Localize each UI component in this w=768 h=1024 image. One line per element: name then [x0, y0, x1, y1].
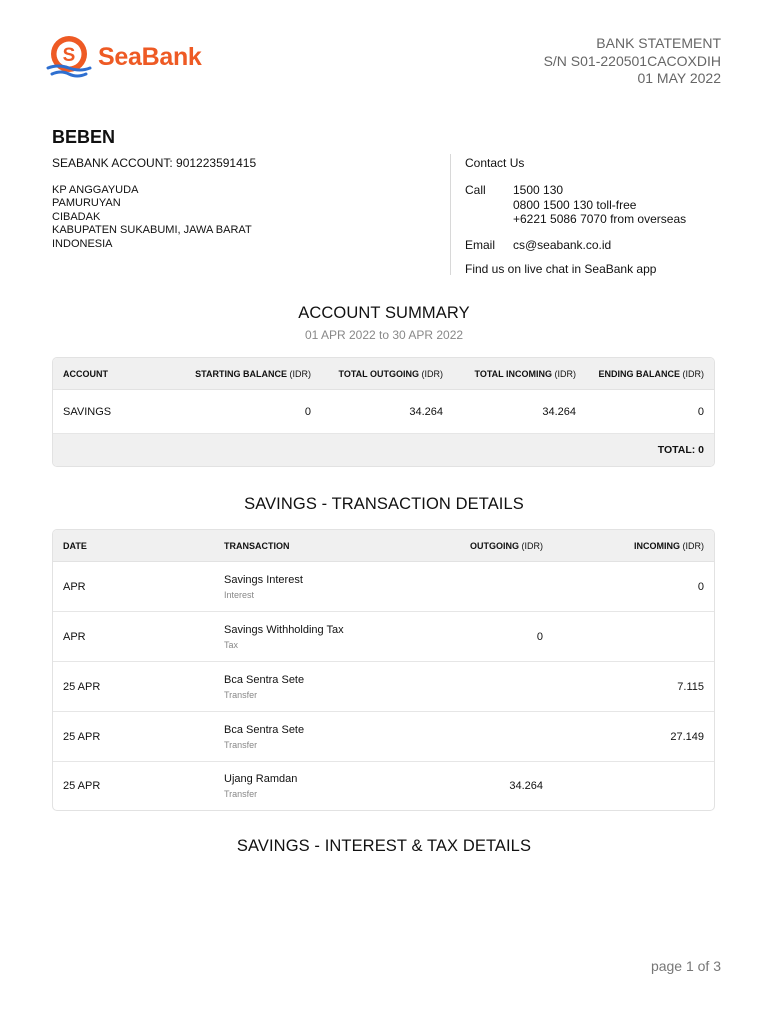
seabank-logo-icon	[46, 34, 92, 80]
summary-col-header: ENDING BALANCE (IDR)	[598, 368, 704, 379]
address-line: KABUPATEN SUKABUMI, JAWA BARAT	[52, 224, 252, 237]
tx-type: Transfer	[224, 689, 258, 700]
account-number-line: SEABANK ACCOUNT: 901223591415	[52, 156, 257, 170]
email-address[interactable]: cs@seabank.co.id	[513, 237, 612, 252]
tx-type: Transfer	[224, 739, 258, 750]
table-row	[53, 712, 714, 762]
ending-balance: 0	[697, 405, 704, 418]
starting-balance: 0	[304, 405, 311, 418]
contact-divider	[450, 154, 451, 275]
customer-address	[52, 184, 252, 251]
tx-description	[214, 724, 406, 750]
account-summary-table	[52, 357, 715, 467]
contact-section	[465, 156, 686, 276]
tx-type: Interest	[224, 589, 255, 600]
svg-text:S: S	[62, 45, 76, 66]
table-row	[53, 762, 714, 810]
summary-col-header: TOTAL OUTGOING (IDR)	[338, 368, 443, 379]
total-incoming: 34.264	[542, 405, 576, 418]
transaction-col-header: DATE	[63, 540, 87, 551]
call-label: Call	[465, 183, 486, 197]
tx-description	[214, 624, 406, 650]
seabank-logo	[46, 34, 202, 80]
statement-serial: S/N S01-220501CACOXDIH	[543, 52, 721, 69]
contact-title: Contact Us	[465, 156, 525, 170]
summary-col-header: TOTAL INCOMING (IDR)	[474, 368, 576, 379]
tx-date: 25 APR	[63, 780, 101, 792]
table-row	[53, 662, 714, 712]
contact-email-row	[465, 238, 686, 252]
address-line: PAMURUYAN	[52, 197, 121, 210]
brand-name: SeaBank	[98, 42, 202, 71]
address-line: CIBADAK	[52, 210, 101, 223]
tx-description	[214, 674, 406, 700]
call-number: 1500 130	[513, 183, 564, 197]
tx-description	[214, 574, 406, 600]
live-chat-note: Find us on live chat in SeaBank app	[465, 261, 657, 276]
statement-date: 01 MAY 2022	[637, 70, 721, 86]
tx-incoming: 0	[697, 580, 704, 593]
transaction-details-table	[52, 529, 715, 811]
tx-date: APR	[63, 630, 86, 643]
address-line: KP ANGGAYUDA	[52, 184, 139, 196]
tx-name: Savings Withholding Tax	[224, 623, 344, 636]
transaction-col-header: TRANSACTION	[224, 540, 290, 551]
address-line: INDONESIA	[52, 237, 113, 250]
transaction-details-title: SAVINGS - TRANSACTION DETAILS	[244, 495, 524, 513]
summary-total: TOTAL: 0	[53, 434, 714, 466]
transaction-col-header: OUTGOING (IDR)	[469, 540, 543, 551]
contact-call-row	[465, 183, 686, 227]
tx-date: 25 APR	[63, 730, 101, 743]
call-number: +6221 5086 7070 from overseas	[513, 212, 687, 226]
statement-period: 01 APR 2022 to 30 APR 2022	[304, 328, 464, 342]
statement-meta	[544, 35, 721, 88]
summary-col-header: STARTING BALANCE (IDR)	[195, 368, 311, 379]
tx-type: Tax	[224, 639, 239, 650]
statement-title: BANK STATEMENT	[596, 35, 721, 51]
email-label: Email	[465, 237, 496, 252]
table-row	[53, 562, 714, 612]
account-name: SAVINGS	[63, 405, 112, 418]
summary-table-header	[53, 358, 714, 390]
customer-name: BEBEN	[52, 127, 116, 147]
tx-name: Bca Sentra Sete	[224, 723, 305, 736]
tx-type: Transfer	[224, 789, 258, 799]
table-row	[53, 612, 714, 662]
tx-outgoing: 34.264	[509, 780, 543, 792]
tx-incoming: 7.115	[677, 680, 704, 693]
tx-date: APR	[63, 580, 86, 593]
call-number: 0800 1500 130 toll-free	[513, 197, 637, 212]
tx-description	[214, 773, 406, 799]
tx-name: Ujang Ramdan	[224, 773, 298, 785]
transaction-col-header: INCOMING (IDR)	[633, 540, 704, 551]
interest-tax-title: SAVINGS - INTEREST & TAX DETAILS	[236, 837, 532, 855]
tx-outgoing: 0	[536, 630, 543, 643]
tx-name: Savings Interest	[224, 573, 303, 586]
transaction-table-header	[53, 530, 714, 562]
page-number: page 1 of 3	[650, 958, 721, 974]
total-outgoing: 34.264	[409, 405, 443, 418]
summary-col-header: ACCOUNT	[63, 368, 108, 379]
tx-incoming: 27.149	[670, 730, 704, 743]
table-row	[53, 390, 714, 434]
account-summary-title: ACCOUNT SUMMARY	[298, 304, 470, 322]
tx-date: 25 APR	[63, 680, 101, 693]
tx-name: Bca Sentra Sete	[224, 673, 305, 686]
